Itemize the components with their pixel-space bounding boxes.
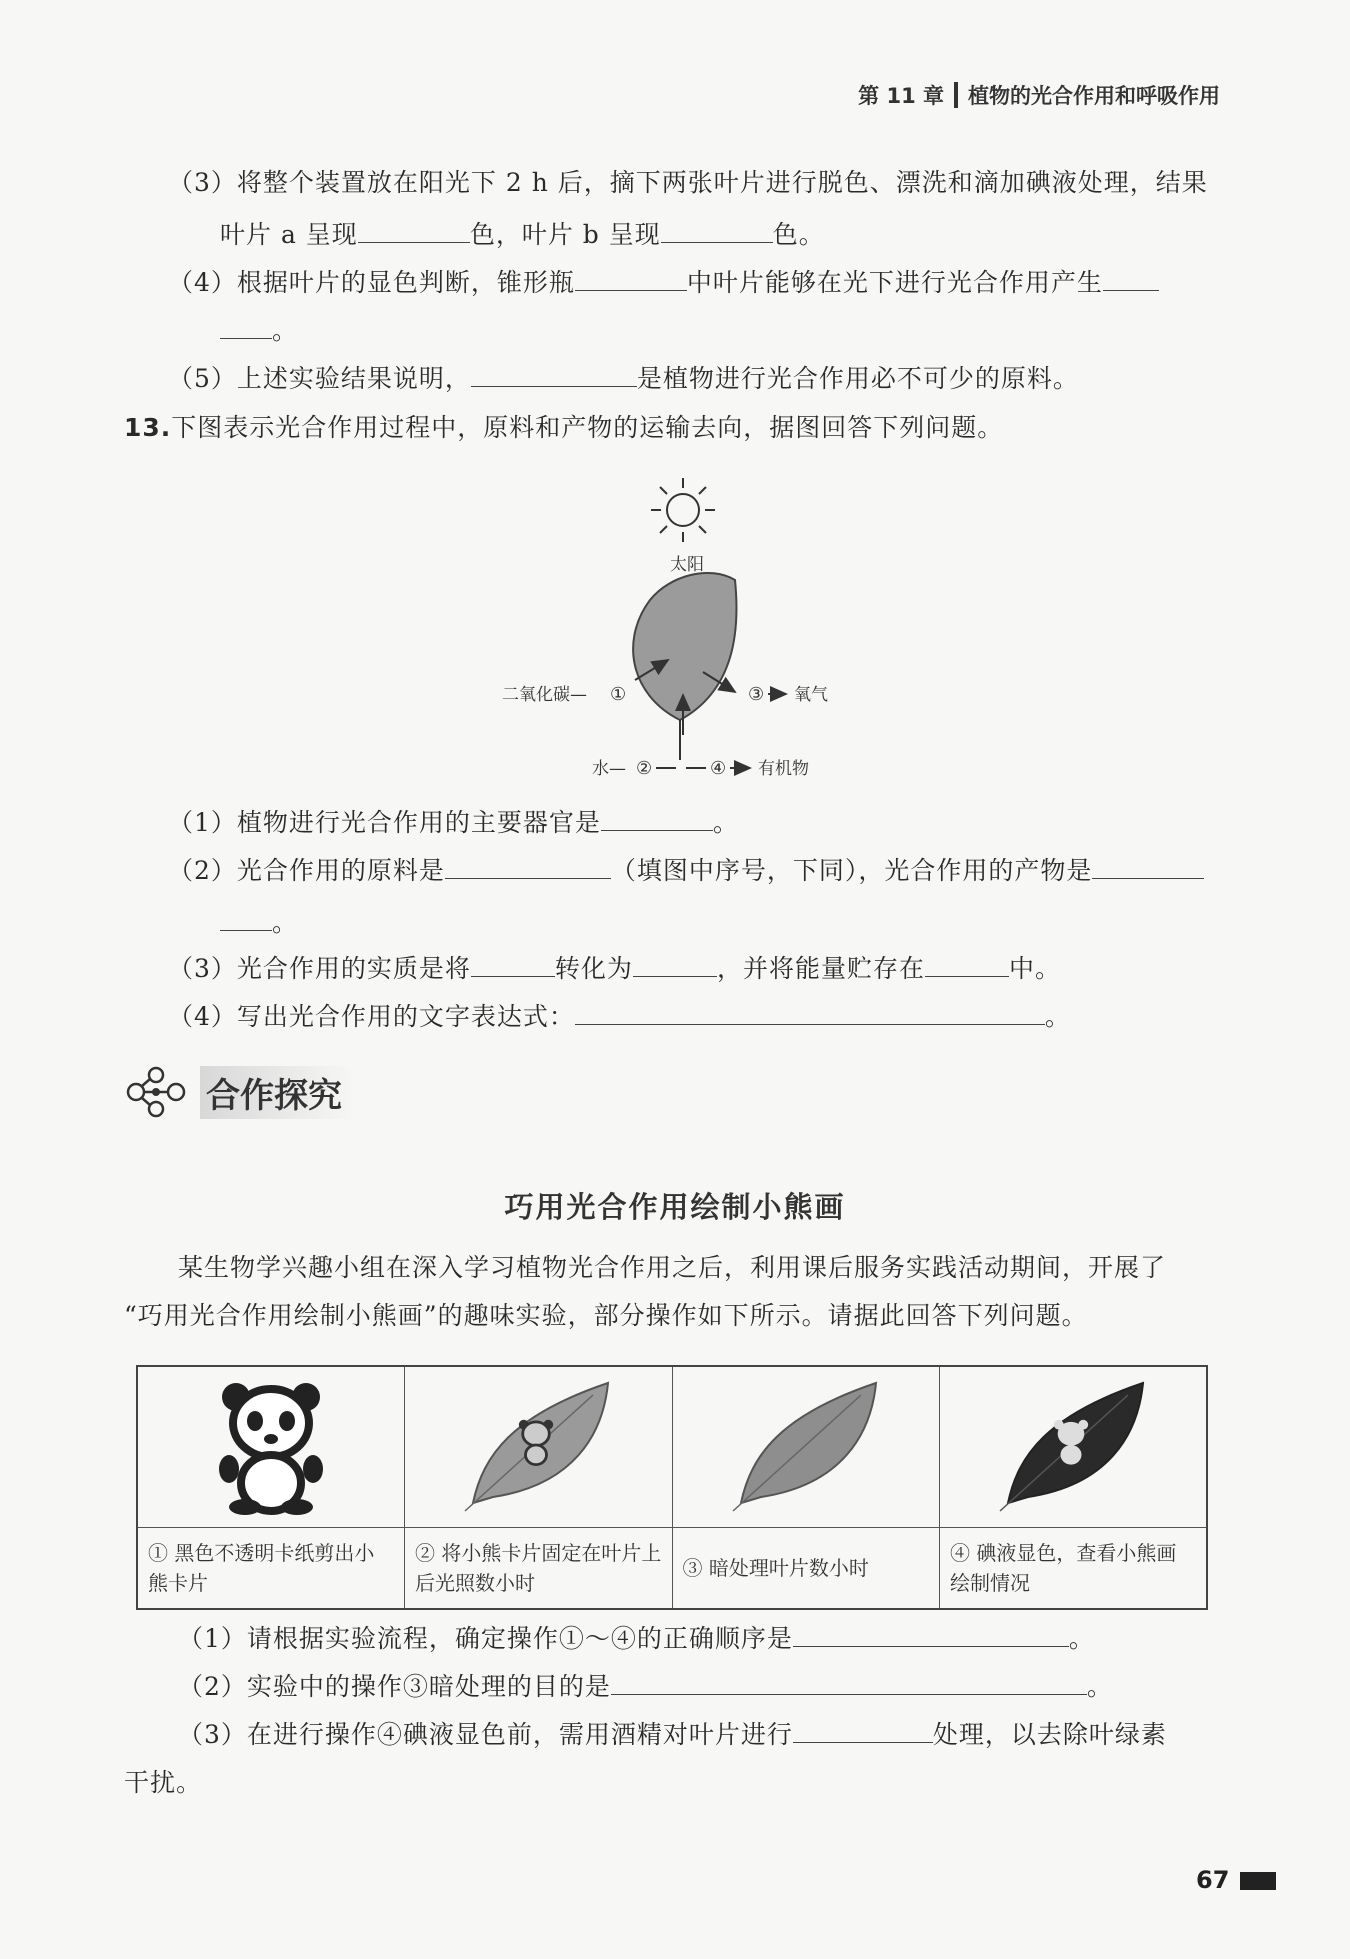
section-header xyxy=(122,1065,356,1119)
answer-blank[interactable] xyxy=(220,908,272,931)
exp-question-1: （1）请根据实验流程，确定操作①～④的正确顺序是 。 xyxy=(178,1624,1095,1653)
answer-blank[interactable] xyxy=(471,364,637,387)
leaf-icon xyxy=(721,1375,891,1515)
chapter-header xyxy=(858,80,1220,110)
section-title: 合作探究 xyxy=(200,1066,356,1119)
step-1-caption: ① 黑色不透明卡纸剪出小熊卡片 xyxy=(137,1528,405,1610)
experiment-title: 巧用光合作用绘制小熊画 xyxy=(504,1190,846,1224)
q13-part3: （3）光合作用的实质是将 转化为 ，并将能量贮存在 中。 xyxy=(168,954,1061,983)
exp-question-3-line1: （3）在进行操作④碘液显色前，需用酒精对叶片进行 处理，以去除叶绿素 xyxy=(178,1720,1167,1749)
exp-question-3-line2: 干扰。 xyxy=(124,1768,203,1797)
answer-blank[interactable] xyxy=(1092,856,1204,879)
answer-blank[interactable] xyxy=(575,268,687,291)
answer-blank[interactable] xyxy=(471,954,555,977)
page-number: 67 xyxy=(1196,1866,1230,1894)
step-3-image xyxy=(672,1366,940,1528)
q12-part4-line2: 。 xyxy=(220,316,298,346)
answer-blank[interactable] xyxy=(661,220,773,243)
photosynthesis-diagram xyxy=(480,470,880,790)
answer-blank[interactable] xyxy=(445,856,611,879)
step-2-caption: ② 将小熊卡片固定在叶片上后光照数小时 xyxy=(405,1528,673,1610)
q12-part3-line1: （3）将整个装置放在阳光下 2 h 后，摘下两张叶片进行脱色、漂洗和滴加碘液处理，结果 xyxy=(168,168,1208,197)
oxygen-label: 氧气 xyxy=(794,685,828,705)
q13-part2-line2: 。 xyxy=(220,908,298,938)
sun-label: 太阳 xyxy=(670,555,704,575)
chapter-number: 第 11 章 xyxy=(858,84,944,108)
q13-part2-line1: （2）光合作用的原料是 （填图中序号，下同），光合作用的产物是 xyxy=(168,856,1204,886)
leaf-shape xyxy=(633,573,736,720)
step-4-caption: ④ 碘液显色，查看小熊画绘制情况 xyxy=(940,1528,1208,1610)
label-1: ① xyxy=(610,684,627,705)
step-2-image xyxy=(405,1366,673,1528)
q12-part5: （5）上述实验结果说明， 是植物进行光合作用必不可少的原料。 xyxy=(168,364,1079,393)
q12-part3-line2: 叶片 a 呈现 色，叶片 b 呈现 色。 xyxy=(220,220,825,249)
answer-blank[interactable] xyxy=(925,954,1009,977)
organic-label: 有机物 xyxy=(758,759,809,779)
chapter-title: 植物的光合作用和呼吸作用 xyxy=(968,84,1220,108)
experiment-steps-table xyxy=(136,1365,1208,1610)
label-4: ④ xyxy=(710,758,727,779)
water-label: 水— xyxy=(592,759,626,779)
page-number-bar xyxy=(1240,1872,1276,1890)
answer-blank[interactable] xyxy=(611,1672,1087,1695)
header-divider xyxy=(954,82,958,108)
label-2: ② xyxy=(636,758,653,779)
bear-card-icon xyxy=(211,1375,331,1515)
co2-label: 二氧化碳— xyxy=(502,685,587,705)
answer-blank[interactable] xyxy=(575,1002,1045,1025)
q13-stem: 13.下图表示光合作用过程中，原料和产物的运输去向，据图回答下列问题。 xyxy=(124,413,1004,442)
exp-question-2: （2）实验中的操作③暗处理的目的是 。 xyxy=(178,1672,1113,1701)
answer-blank[interactable] xyxy=(633,954,717,977)
leaf-with-card-icon xyxy=(453,1375,623,1515)
step-1-image xyxy=(137,1366,405,1528)
stained-leaf-icon xyxy=(988,1375,1158,1515)
molecule-icon xyxy=(122,1065,190,1119)
answer-blank[interactable] xyxy=(601,808,713,831)
answer-blank[interactable] xyxy=(793,1624,1069,1647)
answer-blank[interactable] xyxy=(793,1720,933,1743)
step-4-image xyxy=(940,1366,1208,1528)
q13-part4: （4）写出光合作用的文字表达式： 。 xyxy=(168,1002,1071,1031)
label-3: ③ xyxy=(748,684,765,705)
sun-icon xyxy=(651,478,715,542)
answer-blank[interactable] xyxy=(358,220,470,243)
experiment-intro-line2: “巧用光合作用绘制小熊画”的趣味实验，部分操作如下所示。请据此回答下列问题。 xyxy=(124,1301,1088,1330)
step-3-caption: ③ 暗处理叶片数小时 xyxy=(672,1528,940,1610)
answer-blank[interactable] xyxy=(1103,268,1159,291)
q12-part4-line1: （4）根据叶片的显色判断，锥形瓶 中叶片能够在光下进行光合作用产生 xyxy=(168,268,1159,298)
q13-part1: （1）植物进行光合作用的主要器官是 。 xyxy=(168,808,739,837)
answer-blank[interactable] xyxy=(220,316,272,339)
experiment-intro-line1: 某生物学兴趣小组在深入学习植物光合作用之后，利用课后服务实践活动期间，开展了 xyxy=(178,1253,1167,1282)
